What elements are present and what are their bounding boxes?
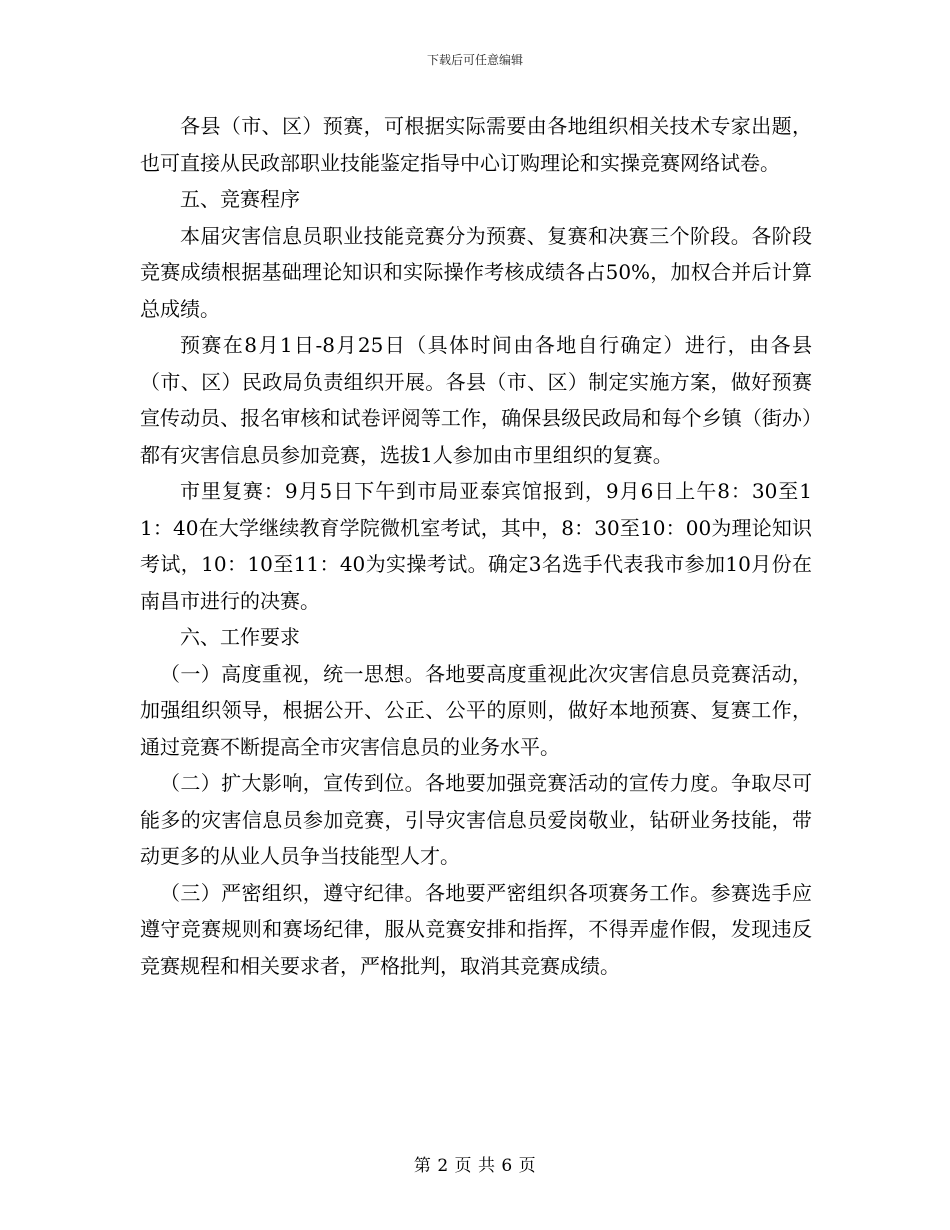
paragraph-preliminary-questions: 各县（市、区）预赛，可根据实际需要由各地组织相关技术专家出题，也可直接从民政部职业技能鉴定指导中心订购理论和实操竞赛网络试卷。 xyxy=(140,114,812,175)
paragraph-requirement-3: （三）严密组织，遵守纪律。各地要严密组织各项赛务工作。参赛选手应遵守竞赛规则和赛场纪律，服从竞赛安排和指挥，不得弄虚作假，发现违反竞赛规程和相关要求者，严格批判，取消其竞赛成绩。 xyxy=(140,880,812,978)
paragraph-competition-stages: 本届灾害信息员职业技能竞赛分为预赛、复赛和决赛三个阶段。各阶段竞赛成绩根据基础理论知识和实际操作考核成绩各占50%，加权合并后计算总成绩。 xyxy=(140,223,812,321)
section-heading-procedure: 五、竞赛程序 xyxy=(180,187,300,211)
paragraph-preliminary-round: 预赛在8月1日-8月25日（具体时间由各地自行确定）进行，由各县（市、区）民政局负责组织开展。各县（市、区）制定实施方案，做好预赛宣传动员、报名审核和试卷评阅等工作，确保县级民政局和每个乡镇（街办）都有灾害信息员参加竞赛，选拔1人参加由市里组织的复赛。 xyxy=(140,333,812,467)
section-heading-requirements: 六、工作要求 xyxy=(180,625,300,649)
document-body xyxy=(140,108,812,984)
paragraph-requirement-1: （一）高度重视，统一思想。各地要高度重视此次灾害信息员竞赛活动，加强组织领导，根据公开、公正、公平的原则，做好本地预赛、复赛工作，通过竞赛不断提高全市灾害信息员的业务水平。 xyxy=(140,661,812,759)
page-number: 第 2 页 共 6 页 xyxy=(413,1156,537,1176)
paragraph-city-semifinal: 市里复赛：9月5日下午到市局亚泰宾馆报到，9月6日上午8：30至11：40在大学继续教育学院微机室考试，其中，8：30至10：00为理论知识考试，10：10至11：40为实操考试。确定3名选手代表我市参加10月份在南昌市进行的决赛。 xyxy=(140,479,812,613)
paragraph-requirement-2: （二）扩大影响，宣传到位。各地要加强竞赛活动的宣传力度。争取尽可能多的灾害信息员参加竞赛，引导灾害信息员爱岗敬业，钻研业务技能，带动更多的从业人员争当技能型人才。 xyxy=(140,771,812,868)
page-header-note: 下载后可任意编辑 xyxy=(426,53,523,67)
